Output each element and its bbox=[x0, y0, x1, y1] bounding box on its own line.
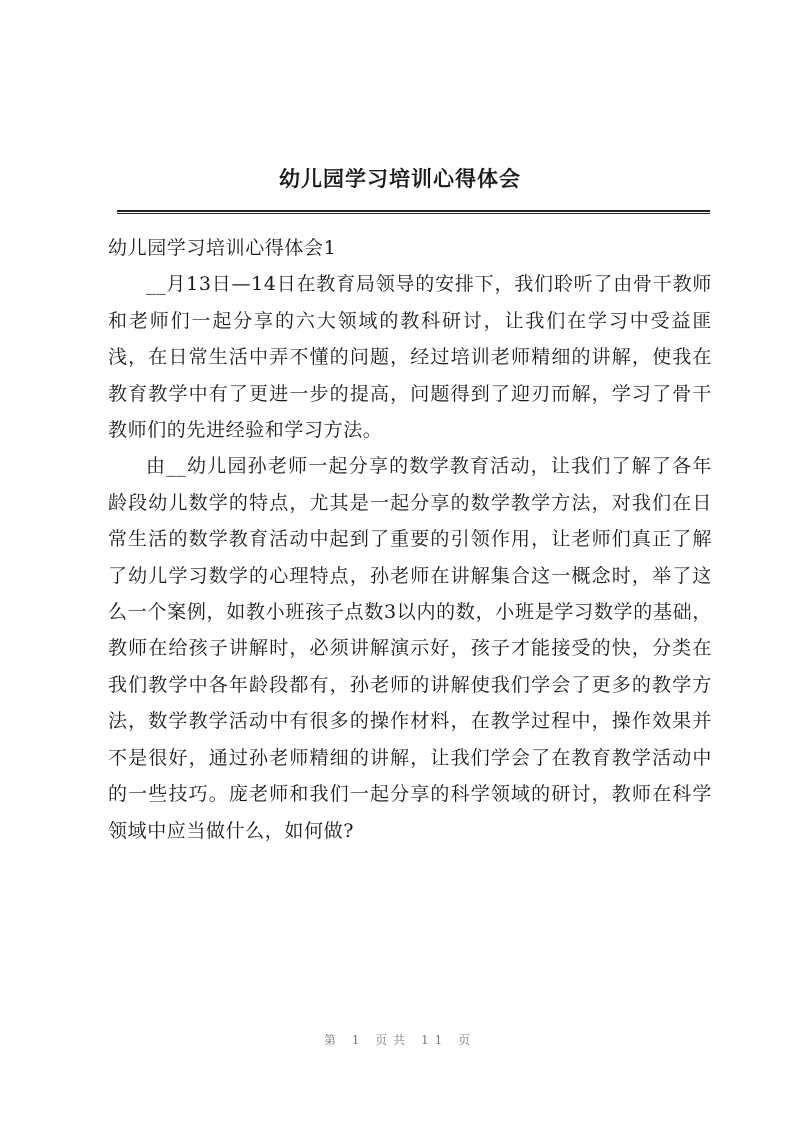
body-paragraph: __月13日—14日在教育局领导的安排下，我们聆听了由骨干教师和老师们一起分享的六大领域的教科研讨，让我们在学习中受益匪浅，在日常生活中弄不懂的问题，经过培训老师精细的讲解，使我在教育教学中有了更进一步的提高，问题得到了迎刃而解，学习了骨干教师们的先进经验和学习方法。 bbox=[108, 273, 712, 442]
document-body bbox=[108, 230, 712, 849]
page-title: 幼儿园学习培训心得体会 bbox=[279, 166, 521, 191]
page-number-footer: 第 1 页共 11 页 bbox=[323, 1033, 477, 1047]
body-paragraph: 由__幼儿园孙老师一起分享的数学教育活动，让我们了解了各年龄段幼儿数学的特点，尤其是一起分享的数学教学方法，对我们在日常生活的数学教育活动中起到了重要的引领作用，让老师们真正了解了幼儿学习数学的心理特点，孙老师在讲解集合这一概念时，举了这么一个案例，如教小班孩子点数3以内的数，小班是学习数学的基础，教师在给孩子讲解时，必须讲解演示好，孩子才能接受的快，分类在我们教学中各年龄段都有，孙老师的讲解使我们学会了更多的教学方法，数学教学活动中有很多的操作材料，在教学过程中，操作效果并不是很好，通过孙老师精细的讲解，让我们学会了在教育教学活动中的一些技巧。庞老师和我们一起分享的科学领域的研讨，教师在科学领域中应当做什么，如何做? bbox=[108, 455, 712, 842]
title-divider bbox=[117, 210, 710, 214]
section-heading: 幼儿园学习培训心得体会1 bbox=[108, 237, 337, 259]
